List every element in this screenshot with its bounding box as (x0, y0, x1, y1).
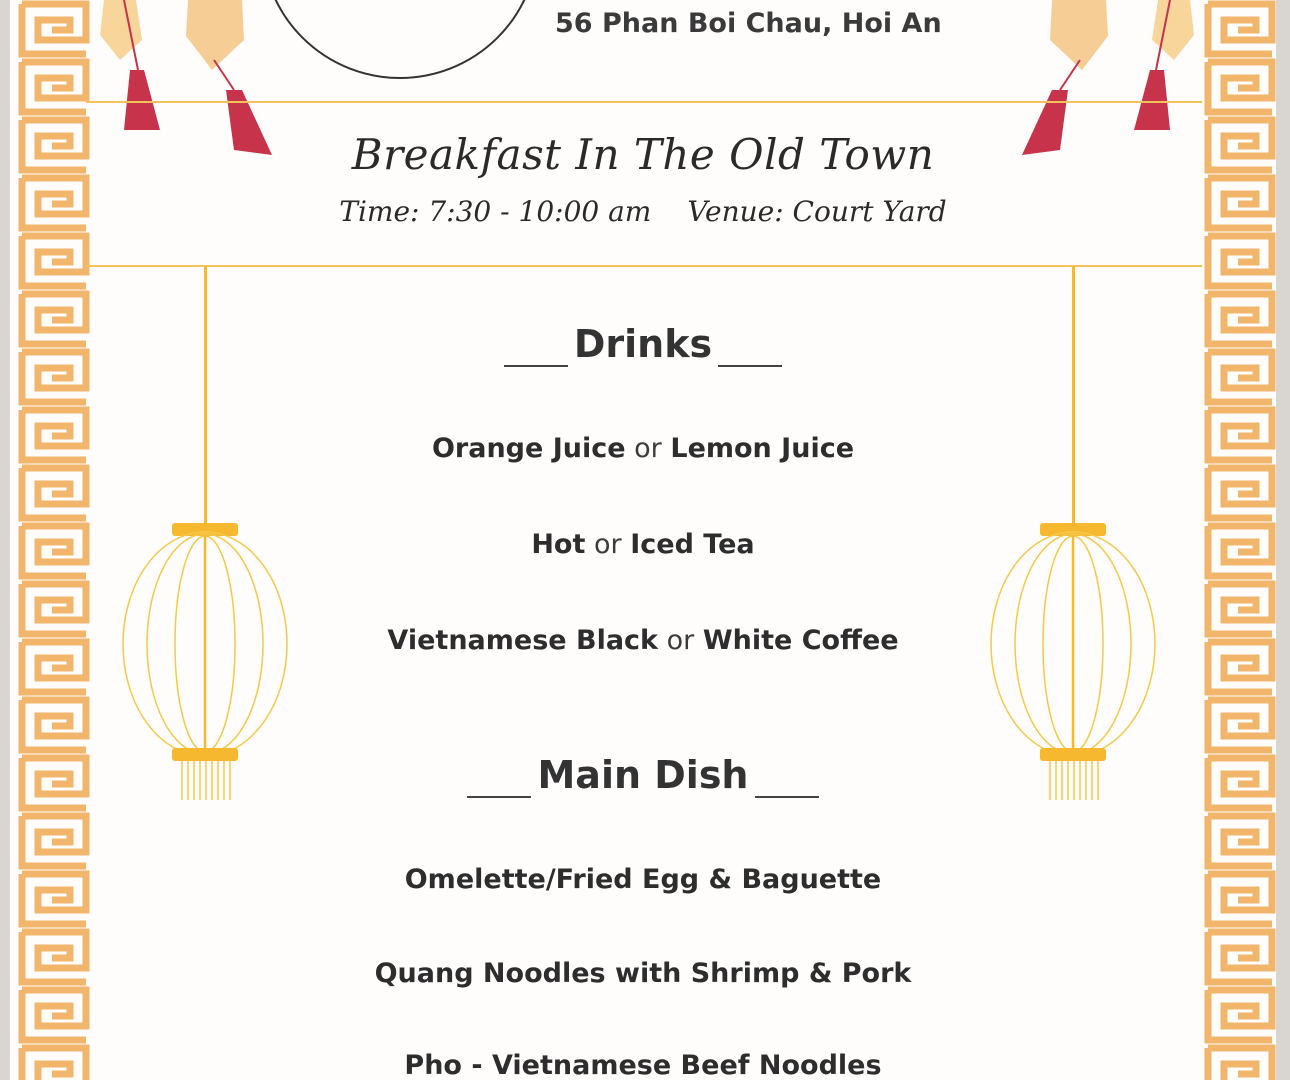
drinks-title: Drinks (573, 322, 713, 366)
menu-item-drink-3 (10, 625, 1276, 656)
logo-circle (268, 0, 538, 82)
menu-item-main-2 (10, 958, 1276, 989)
lantern-string-left (204, 266, 207, 524)
or-connector: or (634, 433, 662, 464)
menu-page (10, 0, 1276, 1080)
address: 56 Phan Boi Chau, Hoi An (555, 8, 942, 39)
drink-option: Hot (531, 529, 586, 560)
drink-option: Lemon Juice (670, 433, 855, 464)
section-title-main-dish (10, 753, 1276, 798)
title-dash (755, 796, 819, 798)
event-title: Breakfast In The Old Town (351, 130, 935, 179)
dish-name: Pho - Vietnamese Beef Noodles (404, 1050, 882, 1080)
event-venue: Venue: Court Yard (687, 195, 947, 228)
menu-item-main-1 (10, 864, 1276, 895)
drink-option: Vietnamese Black (387, 625, 659, 656)
dish-name: Quang Noodles with Shrimp & Pork (374, 958, 912, 989)
title-dash (718, 365, 782, 367)
drink-option: White Coffee (702, 625, 899, 656)
or-connector: or (593, 529, 622, 560)
menu-item-drink-2 (10, 529, 1276, 560)
drink-option: Orange Juice (431, 433, 626, 464)
title-dash (467, 796, 531, 798)
drink-option: Iced Tea (630, 529, 755, 560)
lantern-string-right (1072, 266, 1075, 524)
event-time: Time: 7:30 - 10:00 am (339, 195, 652, 228)
menu-item-main-3 (10, 1050, 1276, 1080)
or-connector: or (666, 625, 695, 656)
menu-item-drink-1 (10, 433, 1276, 464)
section-title-drinks (10, 322, 1276, 367)
top-divider (86, 101, 1202, 103)
main-dish-title: Main Dish (537, 753, 749, 797)
header-divider (86, 265, 1202, 267)
title-dash (504, 365, 568, 367)
event-info (10, 195, 1276, 228)
dish-name: Omelette/Fried Egg & Baguette (404, 864, 882, 895)
